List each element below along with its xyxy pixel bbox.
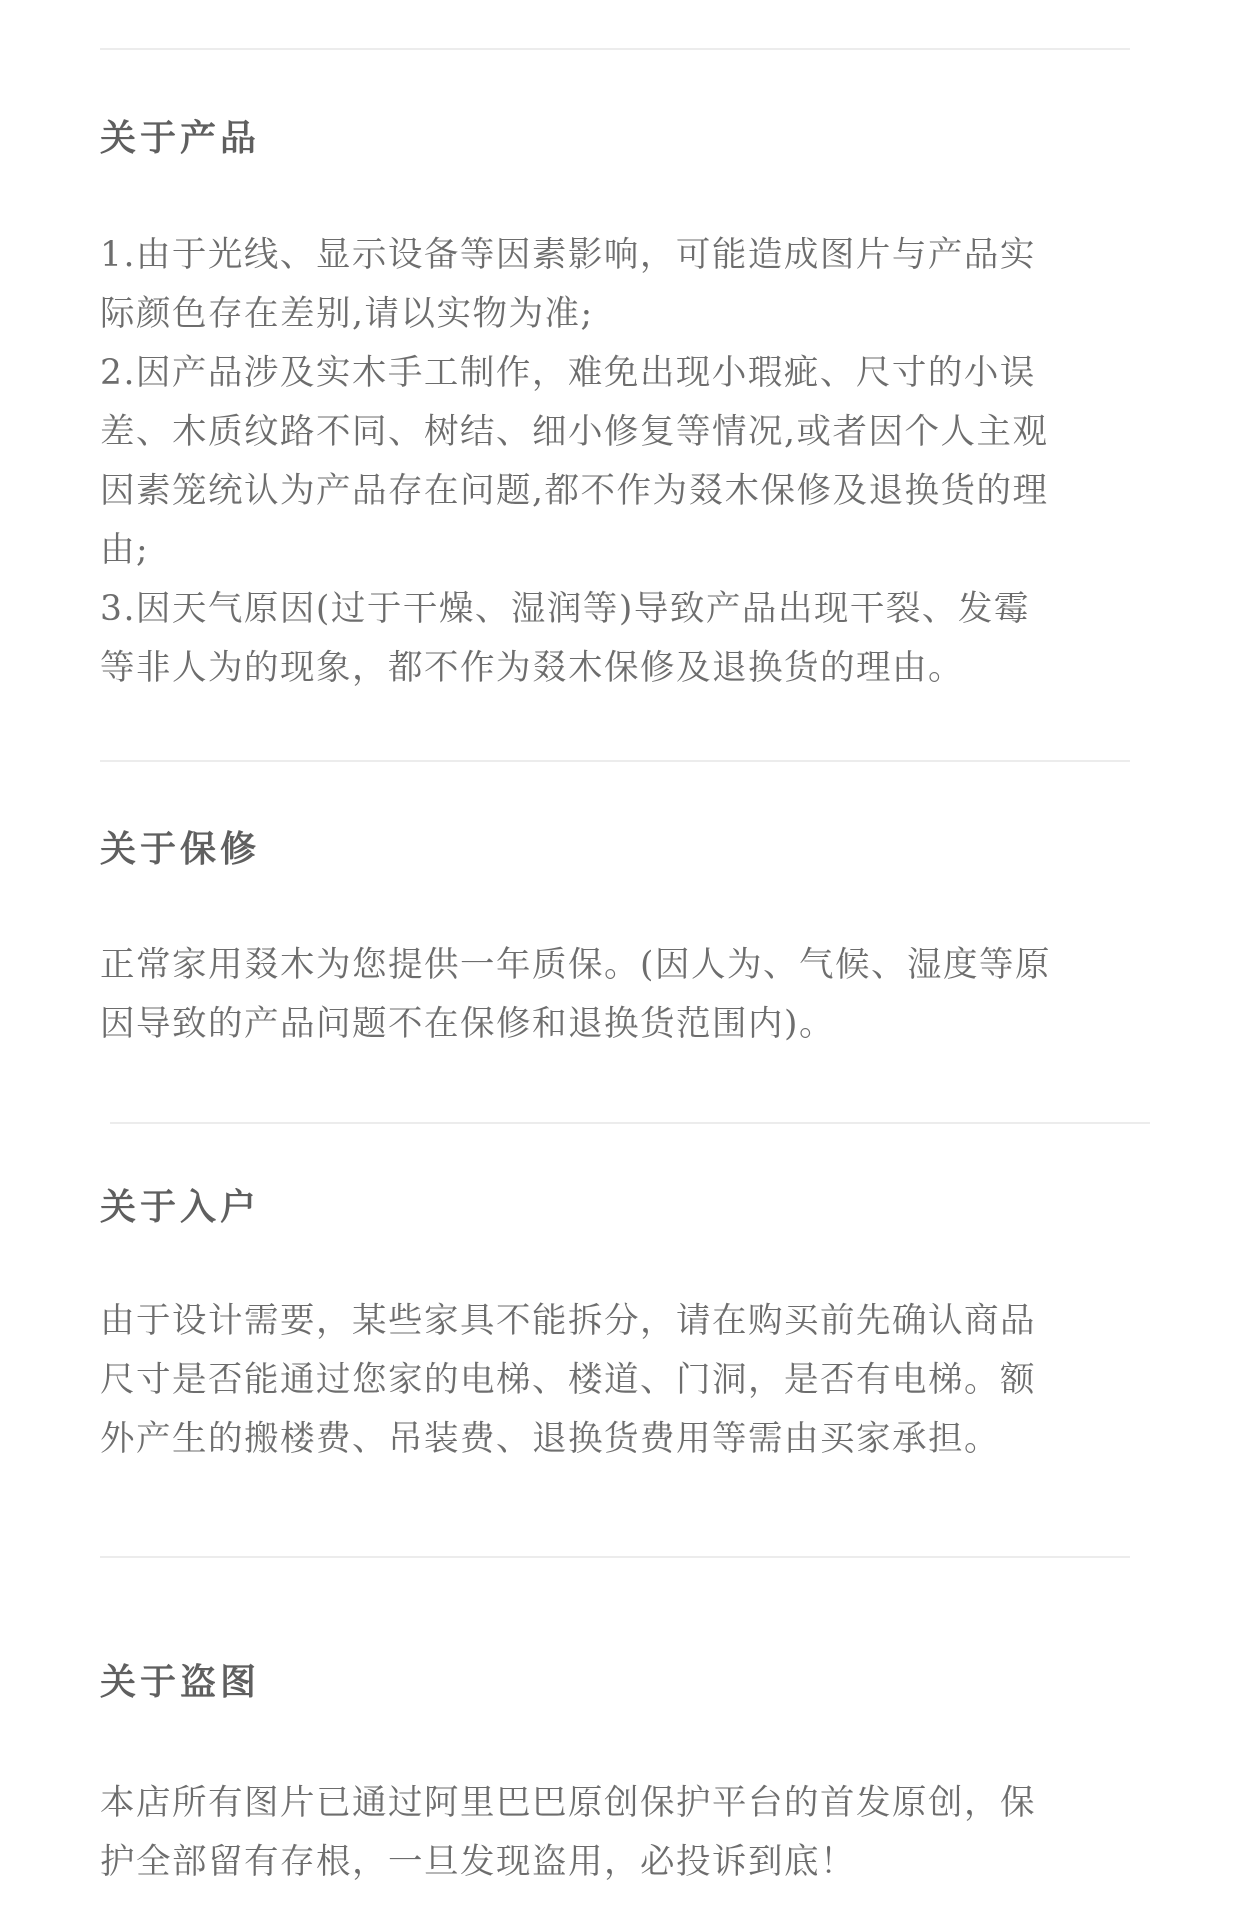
text-line: 尺寸是否能通过您家的电梯、楼道、门洞，是否有电梯。额 [100,1360,1036,1400]
section-body-delivery [100,1292,1130,1469]
divider-top [100,48,1130,50]
text-line: 由于设计需要，某些家具不能拆分，请在购买前先确认商品 [100,1301,1036,1341]
text-line: 差、木质纹路不同、树结、细小修复等情况,或者因个人主观 [100,412,1049,452]
section-title-image-theft: 关于盗图 [100,1661,261,1703]
text-line: 2.因产品涉及实木手工制作，难免出现小瑕疵、尺寸的小误 [100,353,1036,393]
text-line: 3.因天气原因(过于干燥、湿润等)导致产品出现干裂、发霉 [100,589,1030,629]
text-line: 际颜色存在差别,请以实物为准; [100,294,594,334]
section-body-image-theft [100,1774,1130,1892]
text-line: 正常家用叕木为您提供一年质保。(因人为、气候、湿度等原 [100,945,1051,985]
section-body-product [100,226,1130,698]
section-body-warranty [100,936,1130,1054]
divider-after-warranty [110,1122,1150,1124]
section-title-delivery: 关于入户 [100,1186,261,1228]
text-line: 等非人为的现象，都不作为叕木保修及退换货的理由。 [100,648,964,688]
text-line: 1.由于光线、显示设备等因素影响，可能造成图片与产品实 [100,235,1036,275]
divider-after-product [100,760,1130,762]
text-line: 由; [100,530,150,570]
text-line: 因素笼统认为产品存在问题,都不作为叕木保修及退换货的理 [100,471,1049,511]
divider-after-delivery [100,1556,1130,1558]
text-line: 外产生的搬楼费、吊装费、退换货费用等需由买家承担。 [100,1419,1000,1459]
text-line: 因导致的产品问题不在保修和退换货范围内)。 [100,1004,835,1044]
text-line: 护全部留有存根，一旦发现盗用，必投诉到底！ [100,1842,856,1882]
section-title-warranty: 关于保修 [100,828,261,870]
section-title-product: 关于产品 [100,117,261,159]
text-line: 本店所有图片已通过阿里巴巴原创保护平台的首发原创，保 [100,1783,1036,1823]
